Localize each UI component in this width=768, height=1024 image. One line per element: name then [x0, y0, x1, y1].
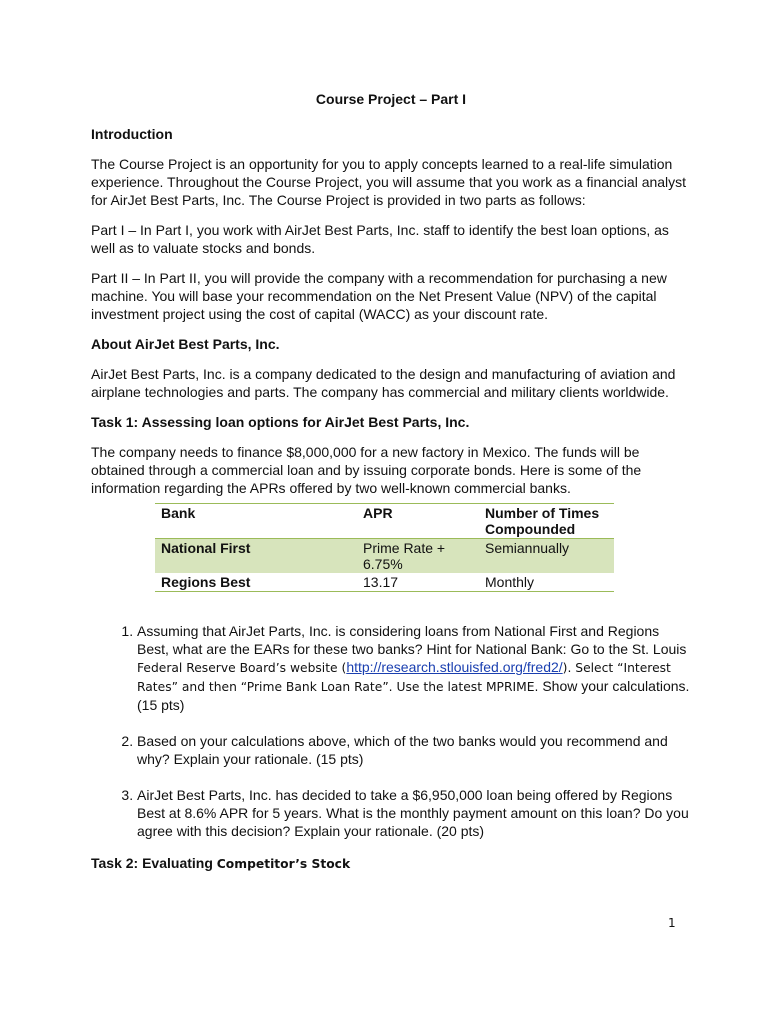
introduction-paragraph-2: Part I – In Part I, you work with AirJet Best Parts, Inc. staff to identify the best loan options, as well as to valuate stocks and bonds. [91, 222, 669, 256]
question-1-instruction: Show your calculations. (15 pts) [137, 678, 690, 713]
question-2-text: Based on your calculations above, which of the two banks would you recommend and why? Explain your rationale. (15 pts) [137, 733, 668, 767]
question-3-text: AirJet Best Parts, Inc. has decided to take a $6,950,000 loan being offered by Regions Best at 8.6% APR for 5 years. What is the monthly payment amount on this loan? Do you agree with this decision? Explain your rationale. (20 pts) [137, 787, 689, 839]
table-cell: Regions Best [155, 573, 357, 592]
about-paragraph: AirJet Best Parts, Inc. is a company dedicated to the design and manufacturing of aviation and airplane technologies and parts. The company has commercial and military clients worldwide. [91, 366, 676, 400]
page-title: Course Project – Part I [315, 91, 467, 107]
table-header-row [155, 504, 614, 539]
page-number: 1 [668, 916, 676, 930]
introduction-heading: Introduction [91, 126, 173, 142]
table-cell: 13.17 [357, 573, 479, 592]
table-header-cell: APR [357, 504, 479, 539]
table-row [155, 573, 614, 592]
list-item [137, 786, 691, 840]
task2-heading [91, 854, 691, 873]
task1-questions-list [91, 622, 691, 840]
task2-heading-part: Competitor’s Stock [216, 857, 351, 871]
table-cell: Prime Rate + 6.75% [357, 539, 479, 574]
question-1-hint-text: Federal Reserve Board’s website ( [137, 661, 347, 675]
table-cell: National First [155, 539, 357, 574]
question-1-text: Assuming that AirJet Parts, Inc. is considering loans from National First and Regions Best, what are the EARs for these two banks? Hint for National Bank: Go to the St. Louis [137, 623, 687, 657]
table-header-cell: Number of Times Compounded [479, 504, 614, 539]
introduction-paragraph-3: Part II – In Part II, you will provide the company with a recommendation for purchasing a new machine. You will base your recommendation on the Net Present Value (NPV) of the capital investment project using the cost of capital (WACC) as your discount rate. [91, 270, 667, 322]
table-cell: Monthly [479, 573, 614, 592]
question-1-hint-continued: ). Select “Interest Rates” and then “Prime Bank Loan Rate”. Use the latest MPRIME. [137, 661, 671, 694]
table-cell: Semiannually [479, 539, 614, 574]
task1-heading: Task 1: Assessing loan options for AirJet Best Parts, Inc. [91, 414, 470, 430]
task1-paragraph: The company needs to finance $8,000,000 for a new factory in Mexico. The funds will be obtained through a commercial loan and by issuing corporate bonds. Here is some of the information regarding the APRs offered by two well-known commercial banks. [91, 444, 642, 496]
list-item [137, 732, 691, 768]
loan-options-table [155, 503, 614, 592]
document-body [91, 90, 691, 873]
table-row [155, 539, 614, 574]
introduction-paragraph-1: The Course Project is an opportunity for you to apply concepts learned to a real-life simulation experience. Throughout the Course Project, you will assume that you work as a financial analyst for AirJet Best Parts, Inc. The Course Project is provided in two parts as follows: [91, 156, 687, 208]
task2-heading-part: Task 2: Evaluating [91, 855, 217, 871]
about-heading: About AirJet Best Parts, Inc. [91, 336, 280, 352]
fred-link[interactable]: http://research.stlouisfed.org/fred2/ [346, 659, 563, 675]
table-header-cell: Bank [155, 504, 357, 539]
list-item [137, 622, 691, 714]
